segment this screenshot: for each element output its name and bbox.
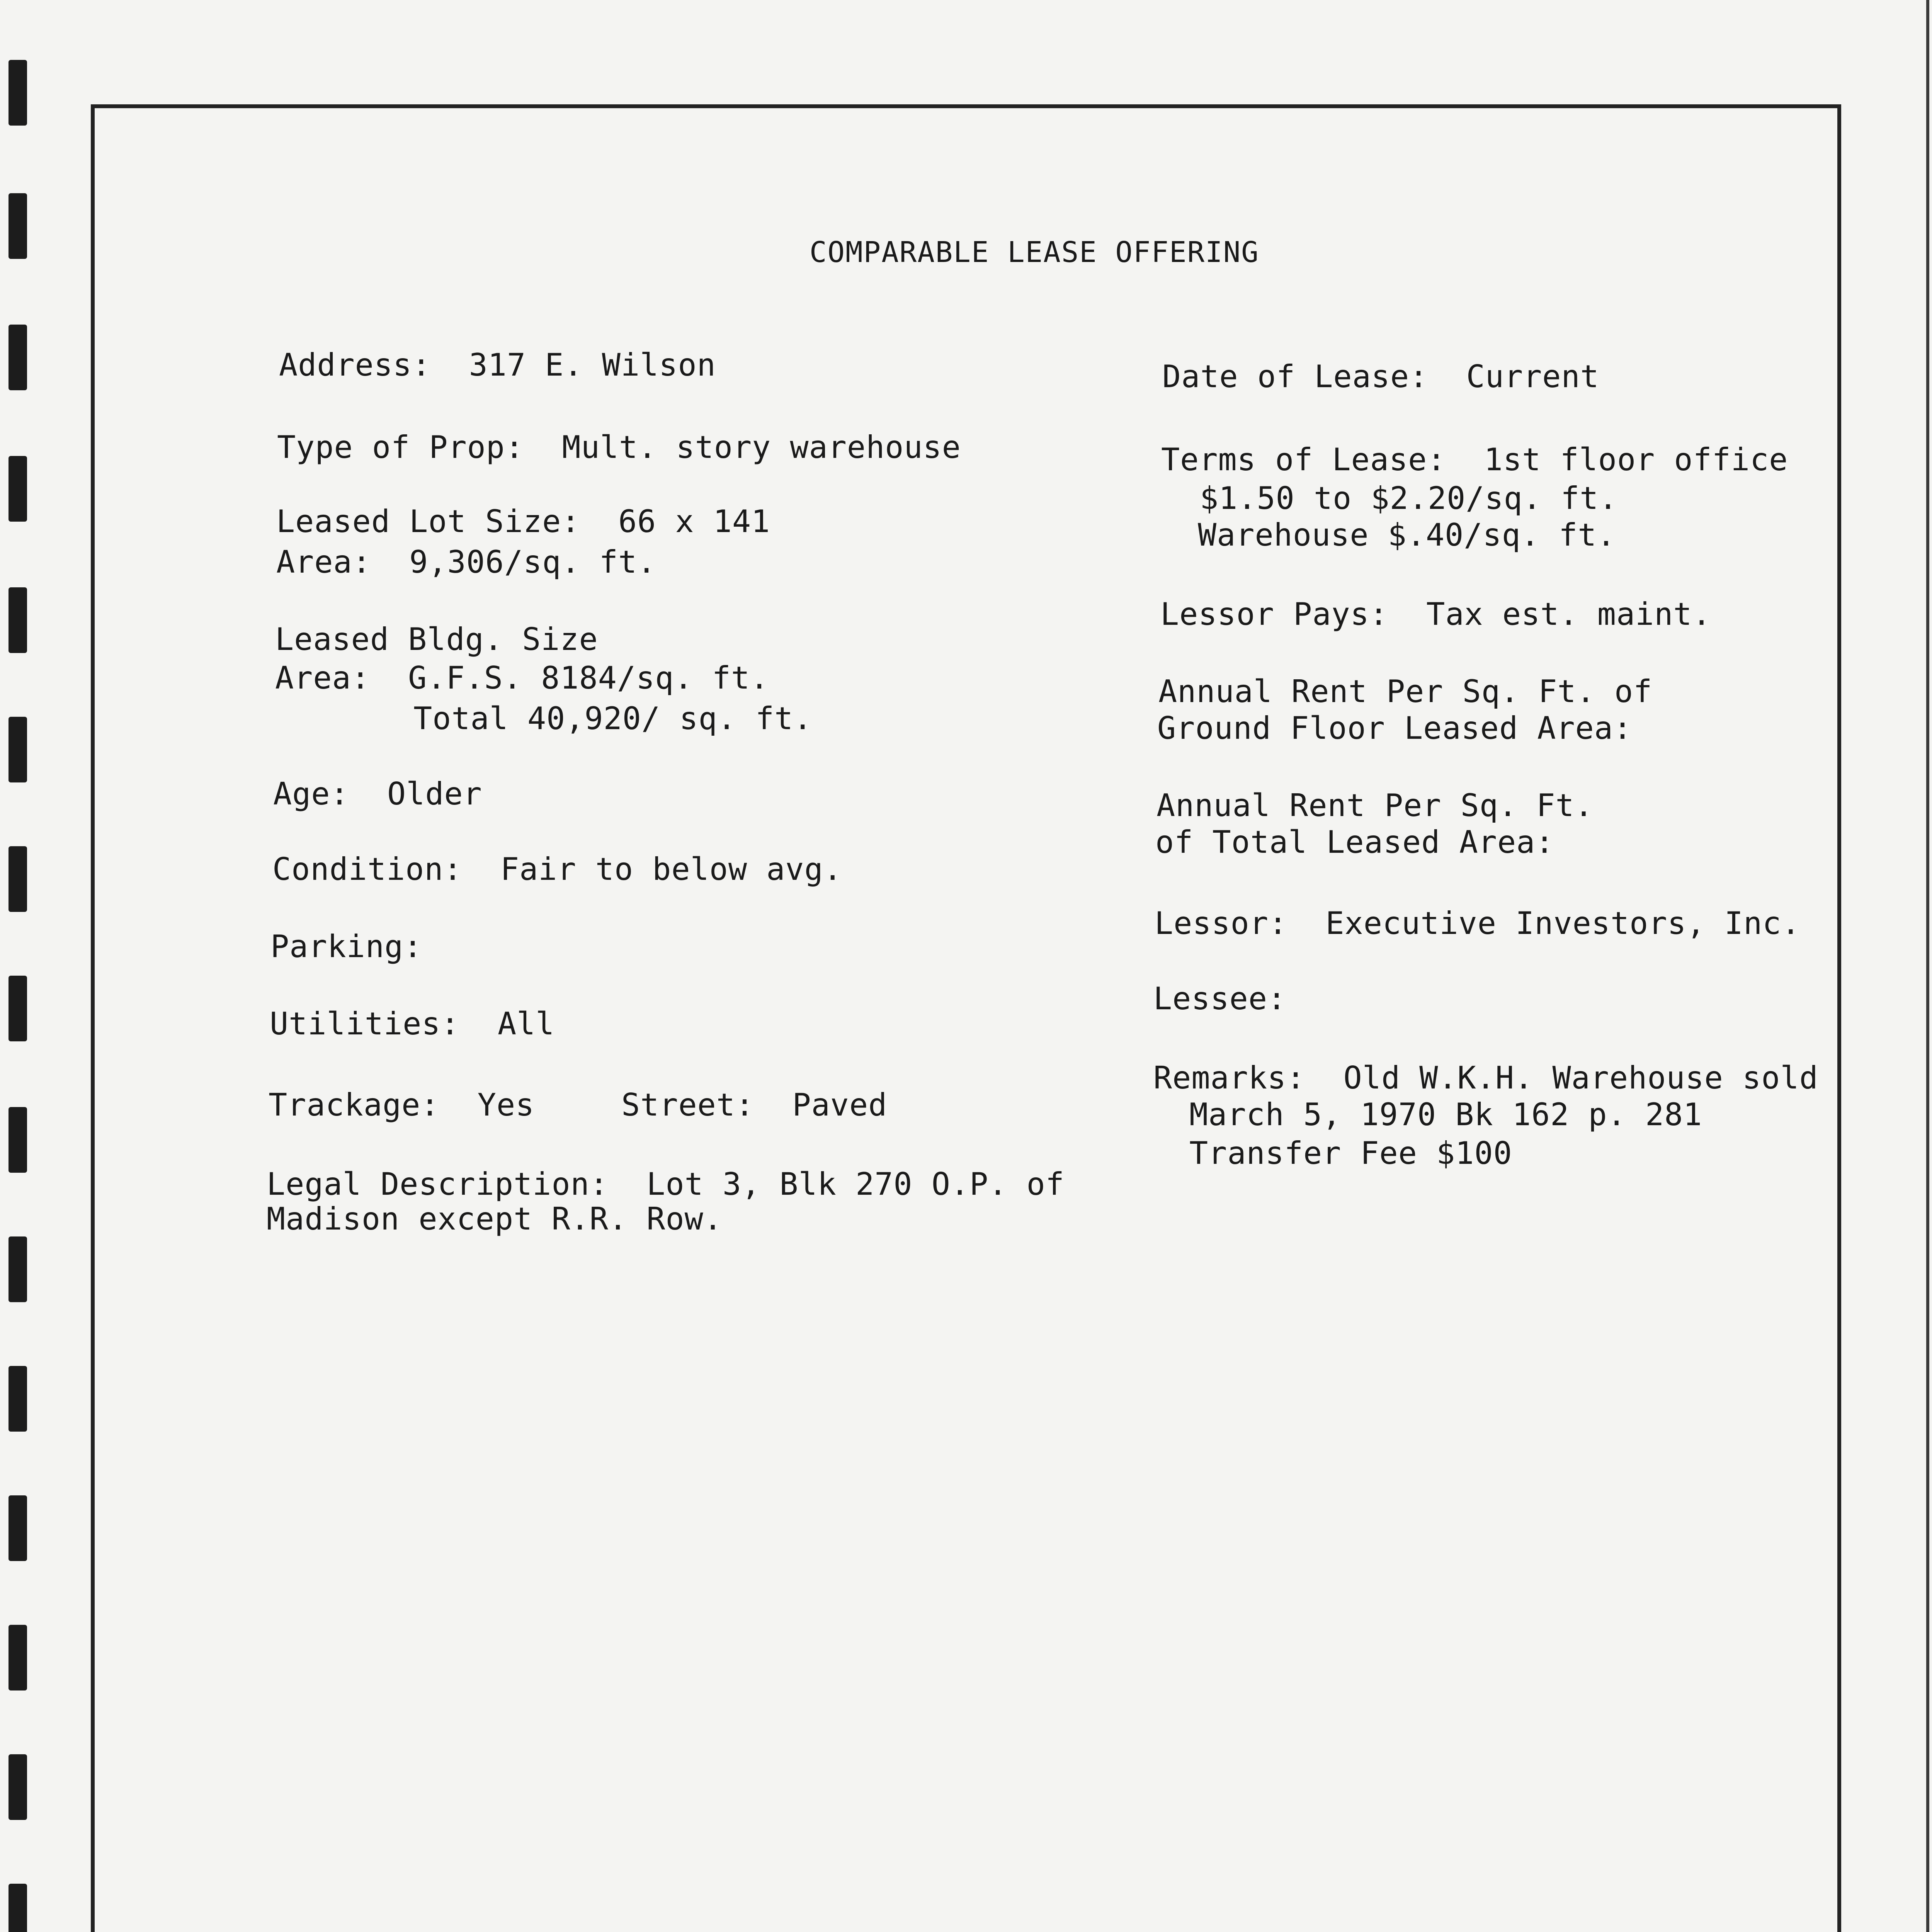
legal-description-line-1: Legal Description: Lot 3, Blk 270 O.P. of — [267, 1166, 1065, 1202]
age-field: Age: Older — [273, 776, 482, 812]
lessee-field: Lessee: — [1153, 981, 1287, 1017]
rent-total-line-1: Annual Rent Per Sq. Ft. — [1156, 787, 1594, 823]
lease-terms-line-1: Terms of Lease: 1st floor office — [1161, 442, 1788, 478]
binder-hole — [9, 1754, 27, 1820]
binder-hole — [9, 60, 27, 126]
remarks-line-2: March 5, 1970 Bk 162 p. 281 — [1189, 1097, 1702, 1133]
binder-hole — [9, 1884, 27, 1932]
building-area-field: Area: G.F.S. 8184/sq. ft. — [275, 660, 769, 696]
legal-description-line-2: Madison except R.R. Row. — [267, 1201, 723, 1237]
binder-hole — [9, 1236, 27, 1302]
remarks-line-1: Remarks: Old W.K.H. Warehouse sold — [1153, 1060, 1818, 1096]
document-title: COMPARABLE LEASE OFFERING — [810, 236, 1259, 269]
lease-date-field: Date of Lease: Current — [1162, 359, 1599, 395]
rent-ground-floor-line-1: Annual Rent Per Sq. Ft. of — [1158, 673, 1653, 709]
binder-hole — [9, 325, 27, 390]
building-total-field: Total 40,920/ sq. ft. — [413, 701, 813, 736]
binder-hole — [9, 587, 27, 653]
condition-field: Condition: Fair to below avg. — [272, 851, 842, 887]
parking-field: Parking: — [270, 929, 423, 964]
paper-edge — [1926, 0, 1929, 1932]
binder-hole — [9, 1495, 27, 1561]
lessor-pays-field: Lessor Pays: Tax est. maint. — [1160, 596, 1711, 632]
lease-terms-line-3: Warehouse $.40/sq. ft. — [1198, 517, 1616, 553]
rent-ground-floor-line-2: Ground Floor Leased Area: — [1157, 710, 1633, 746]
lot-size-field: Leased Lot Size: 66 x 141 — [276, 503, 770, 539]
binder-hole — [9, 456, 27, 522]
lessor-field: Lessor: Executive Investors, Inc. — [1155, 905, 1801, 941]
lot-area-field: Area: 9,306/sq. ft. — [276, 544, 656, 580]
binder-hole — [9, 976, 27, 1041]
rent-total-line-2: of Total Leased Area: — [1155, 824, 1554, 860]
street-field: Street: Paved — [621, 1087, 888, 1123]
building-size-field: Leased Bldg. Size — [275, 621, 598, 657]
utilities-field: Utilities: All — [270, 1006, 555, 1042]
property-type-field: Type of Prop: Mult. story warehouse — [277, 429, 961, 465]
address-field: Address: 317 E. Wilson — [279, 347, 716, 383]
lease-terms-line-2: $1.50 to $2.20/sq. ft. — [1200, 480, 1618, 516]
binder-hole — [9, 1107, 27, 1173]
remarks-line-3: Transfer Fee $100 — [1189, 1135, 1512, 1171]
binder-hole — [9, 1366, 27, 1432]
binder-hole — [9, 193, 27, 259]
binder-hole — [9, 1625, 27, 1690]
binder-hole — [9, 846, 27, 912]
trackage-field: Trackage: Yes — [269, 1087, 535, 1123]
binder-hole — [9, 717, 27, 782]
